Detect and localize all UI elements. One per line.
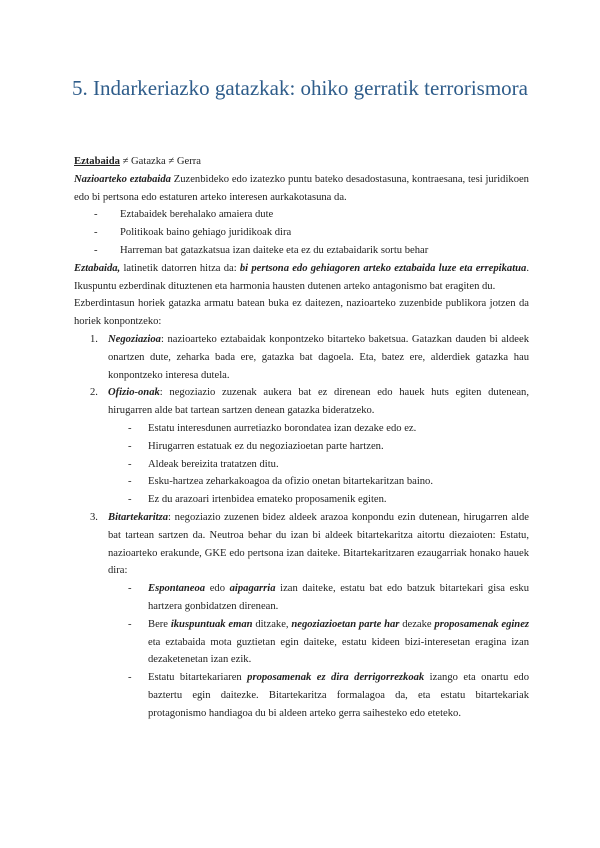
list-item: - Estatu bitartekariaren proposamenak ez dira derrigorrezkoak izango eta onartu edo baztertu egin daitezke. Bitartekaritza formalagoa da, eta estatu bitartekariak protagonismo handiagoa du bi aldeen arteko gerra saihesteko edo eteteko. [108,669,529,722]
list-item: - Bere ikuspuntuak eman ditzake, negoziazioetan parte har dezake proposamenak eginez eta eztabaida mota guztietan egin daiteke, estatu kideen bizi-interesetan eragina izan dezaketenetan izan ezik. [108,616,529,669]
sub-list [108,420,529,509]
list-item: - Harreman bat gatazkatsua izan daiteke eta ez du eztabaidarik sortu behar [74,242,529,260]
method-item: 2. Ofizio-onak: negoziazio zuzenak aukera bat ez direnean edo hauek huts egiten dutenean, hirugarren alde bat tartean sartzen denean gatazka bideratzeko. - Estatu interesdunen aurretiazko borondatea izan dezake edo ez. - Hirugarren estatuak ez du negoziazioetan parte hartzen. - Aldeak bereizita tratatzen ditu. - Esku-hartzea zeharkakoagoa da ofizio onetan bitartekaritzan baino. - Ez du arazoari irtenbidea emateko proposamenik egiten. [74,384,529,509]
list-item: - Hirugarren estatuak ez du negoziazioetan parte hartzen. [108,438,529,456]
list-item: - Espontaneoa edo aipagarria izan daiteke, estatu bat edo batzuk bitartekari gisa esku hartzera gonbidatzen direnean. [108,580,529,616]
page-title: 5. Indarkeriazko gatazkak: ohiko gerratik terrorismora [72,76,528,100]
definition-term: Nazioarteko eztabaida [74,173,171,185]
document-body [74,153,529,723]
heading-term: Eztabaida [74,156,120,167]
list-item: - Aldeak bereizita tratatzen ditu. [108,456,529,474]
list-item: - Politikoak baino gehiago juridikoak dira [74,224,529,242]
characteristics-list [74,206,529,259]
list-item: - Estatu interesdunen aurretiazko borondatea izan dezake edo ez. [108,420,529,438]
list-item: - Esku-hartzea zeharkakoagoa da ofizio onetan bitartekaritzan baino. [108,473,529,491]
paragraph-definition: Nazioarteko eztabaida Zuzenbideko edo izatezko puntu bateko desadostasuna, kontraesana, tesi juridikoen edo bi pertsona edo estaturen arteko interesen aurkakotasuna da. [74,173,529,203]
paragraph-intro: Ezberdintasun horiek gatazka armatu batean buka ez daitezen, nazioarteko zuzenbide publikora jotzen da horiek konpontzeko: [74,298,529,328]
method-item: 3. Bitartekaritza: negoziazio zuzenen bidez aldeek arazoa konpondu ezin dutenean, hirugarren alde bat tartean sartzen da. Neutroa behar du izan bi aldeek bitartekaritza aitortu diezaioten: Estatu, nazioarteko erakunde, GKE edo pertsona izan daiteke. Bitartekaritzaren ezaugarriak honako hauek dira: - Espontaneoa edo aipagarria izan daiteke, estatu bat edo batzuk bitartekari gisa esku hartzera gonbidatzen direnean. - Bere ikuspuntuak eman ditzake, negoziazioetan parte har dezake proposamenak eginez eta eztabaida mota guztietan egin daiteke, estatu kideen bizi-interesetan eragina izan dezaketenetan izan ezik. - Estatu bitartekariaren proposamenak ez dira derrigorrezkoak izango eta onartu edo baztertu egin daitezke. Bitartekaritza formalagoa da, eta estatu bitartekariak protagonismo handiagoa du bi aldeen arteko gerra saihesteko edo eteteko. [74,509,529,723]
list-item: - Ez du arazoari irtenbidea emateko proposamenik egiten. [108,491,529,509]
section-heading [74,153,529,171]
list-item: - Eztabaidek berehalako amaiera dute [74,206,529,224]
resolution-methods-list [74,331,529,723]
heading-rest: ≠ Gatazka ≠ Gerra [119,156,201,167]
sub-list [108,580,529,722]
method-item: 1. Negoziazioa: nazioarteko eztabaidak konpontzeko bitarteko baketsua. Gatazkan dauden bi aldeek onartzen dute, zeharka bada ere, gatazka bat dagoela. Eta, batez ere, alderdiek gatazka hau konpontzeko interesa dutela. [90,333,529,381]
paragraph-etymology: Eztabaida, latinetik datorren hitza da: bi pertsona edo gehiagoren arteko eztabaida luze eta errepikatua. Ikuspuntu ezberdinak dituztenen eta harmonia hausten dutenen arteko antagonismo bat eragiten du. [74,262,529,292]
